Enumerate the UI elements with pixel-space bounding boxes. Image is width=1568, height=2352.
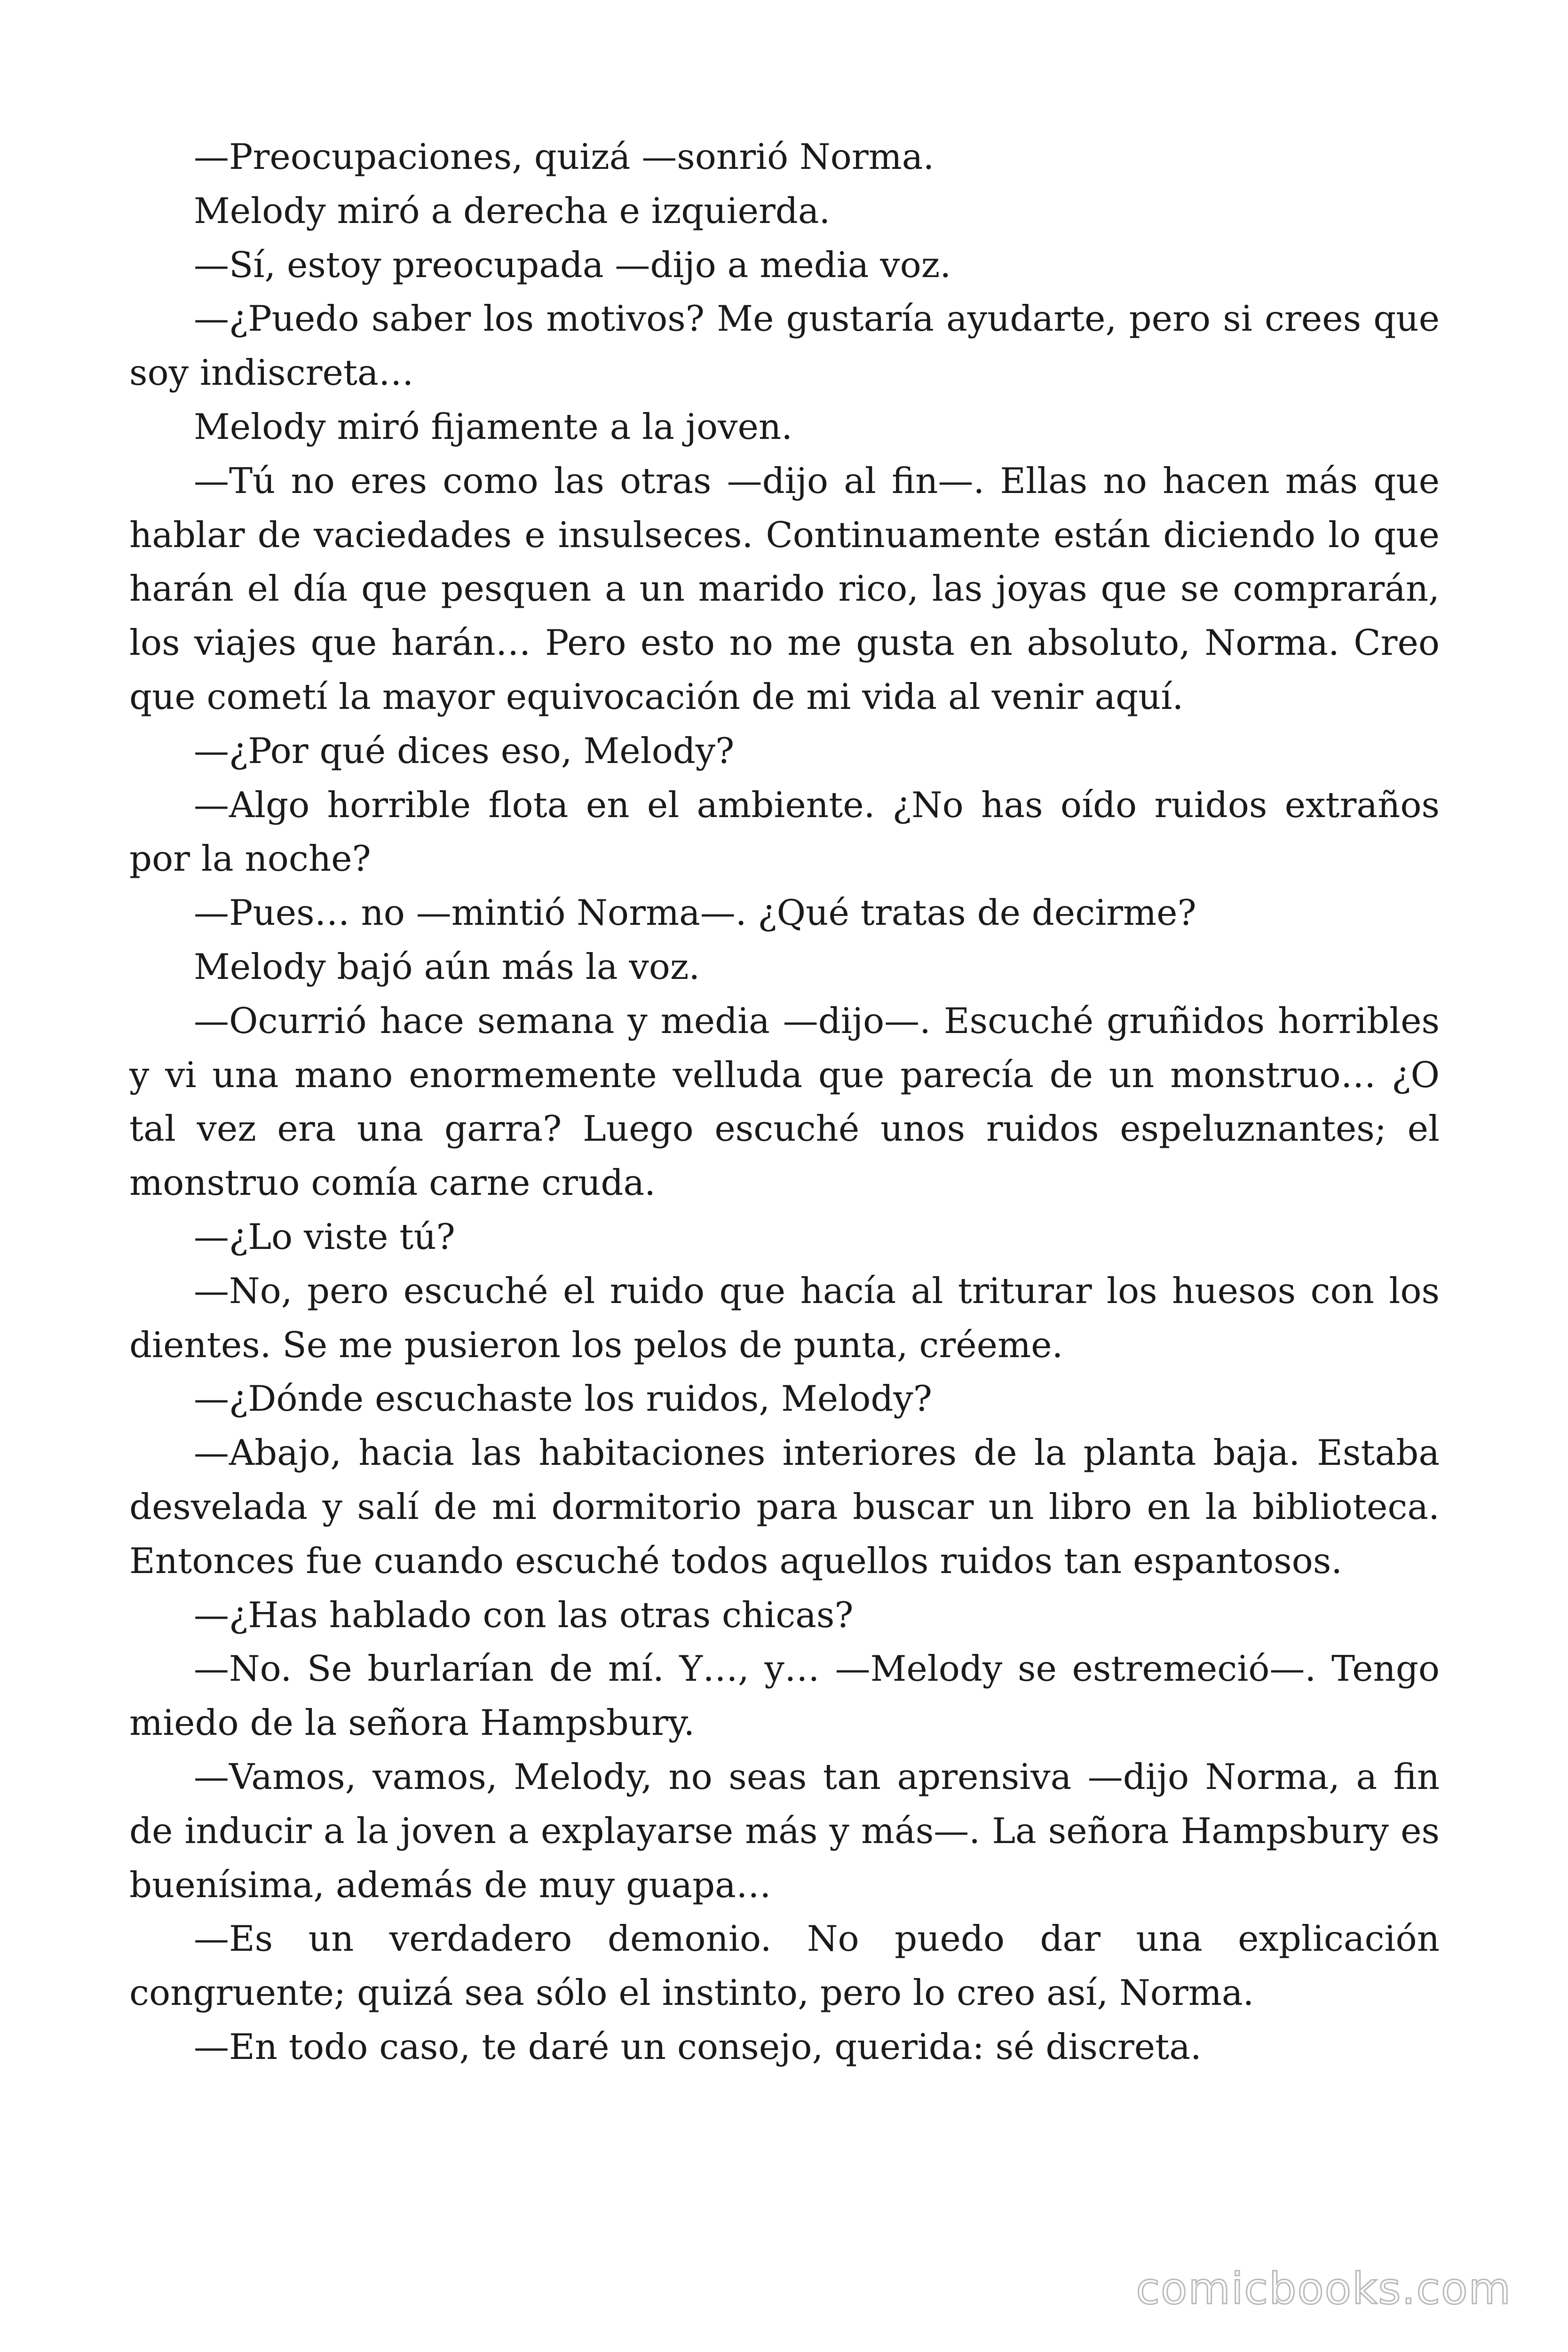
paragraph: —Algo horrible flota en el ambiente. ¿No has oído ruidos extraños por la noche? (129, 784, 1440, 880)
paragraph: —No, pero escuché el ruido que hacía al triturar los huesos con los dientes. Se me pusieron los pelos de punta, créeme. (129, 1270, 1440, 1366)
paragraph: Melody miró fijamente a la joven. (194, 405, 793, 447)
paragraph: —¿Has hablado con las otras chicas? (194, 1594, 854, 1636)
paragraph: —Sí, estoy preocupada —dijo a media voz. (194, 244, 951, 286)
paragraph: —No. Se burlarían de mí. Y…, y… —Melody se estremeció—. Tengo miedo de la señora Hampsbury. (129, 1648, 1440, 1744)
paragraph: —Pues… no —mintió Norma—. ¿Qué tratas de decirme? (194, 892, 1196, 934)
paragraph: —¿Por qué dices eso, Melody? (194, 730, 735, 771)
paragraph: —¿Puedo saber los motivos? Me gustaría ayudarte, pero si crees que soy indiscreta… (129, 298, 1440, 394)
page-text-body (129, 130, 1440, 2074)
paragraph: Melody bajó aún más la voz. (194, 946, 700, 987)
paragraph: —Tú no eres como las otras —dijo al fin—. Ellas no hacen más que hablar de vaciedades e insulseces. Continuamente están diciendo lo que harán el día que pesquen a un marido rico, las joyas que se comprarán, los viajes que harán… Pero esto no me gusta en absoluto, Norma. Creo que cometí la mayor equivocación de mi vida al venir aquí. (129, 460, 1440, 717)
watermark: comicbooks.com (1136, 2264, 1512, 2314)
paragraph: —Vamos, vamos, Melody, no seas tan aprensiva —dijo Norma, a fin de inducir a la joven a explayarse más y más—. La señora Hampsbury es buenísima, además de muy guapa… (129, 1756, 1440, 1906)
paragraph: —Abajo, hacia las habitaciones interiores de la planta baja. Estaba desvelada y salí de mi dormitorio para buscar un libro en la biblioteca. Entonces fue cuando escuché todos aquellos ruidos tan espantosos. (129, 1432, 1440, 1581)
paragraph: —Es un verdadero demonio. No puedo dar una explicación congruente; quizá sea sólo el instinto, pero lo creo así, Norma. (129, 1918, 1440, 2014)
paragraph: —Ocurrió hace semana y media —dijo—. Escuché gruñidos horribles y vi una mano enormemente velluda que parecía de un monstruo… ¿O tal vez era una garra? Luego escuché unos ruidos espeluznantes; el monstruo comía carne cruda. (129, 1000, 1440, 1204)
paragraph: —¿Lo viste tú? (194, 1216, 455, 1257)
paragraph: —En todo caso, te daré un consejo, querida: sé discreta. (194, 2026, 1202, 2067)
paragraph: —¿Dónde escuchaste los ruidos, Melody? (194, 1378, 932, 1420)
paragraph: Melody miró a derecha e izquierda. (194, 190, 831, 231)
paragraph: —Preocupaciones, quizá —sonrió Norma. (194, 136, 934, 177)
